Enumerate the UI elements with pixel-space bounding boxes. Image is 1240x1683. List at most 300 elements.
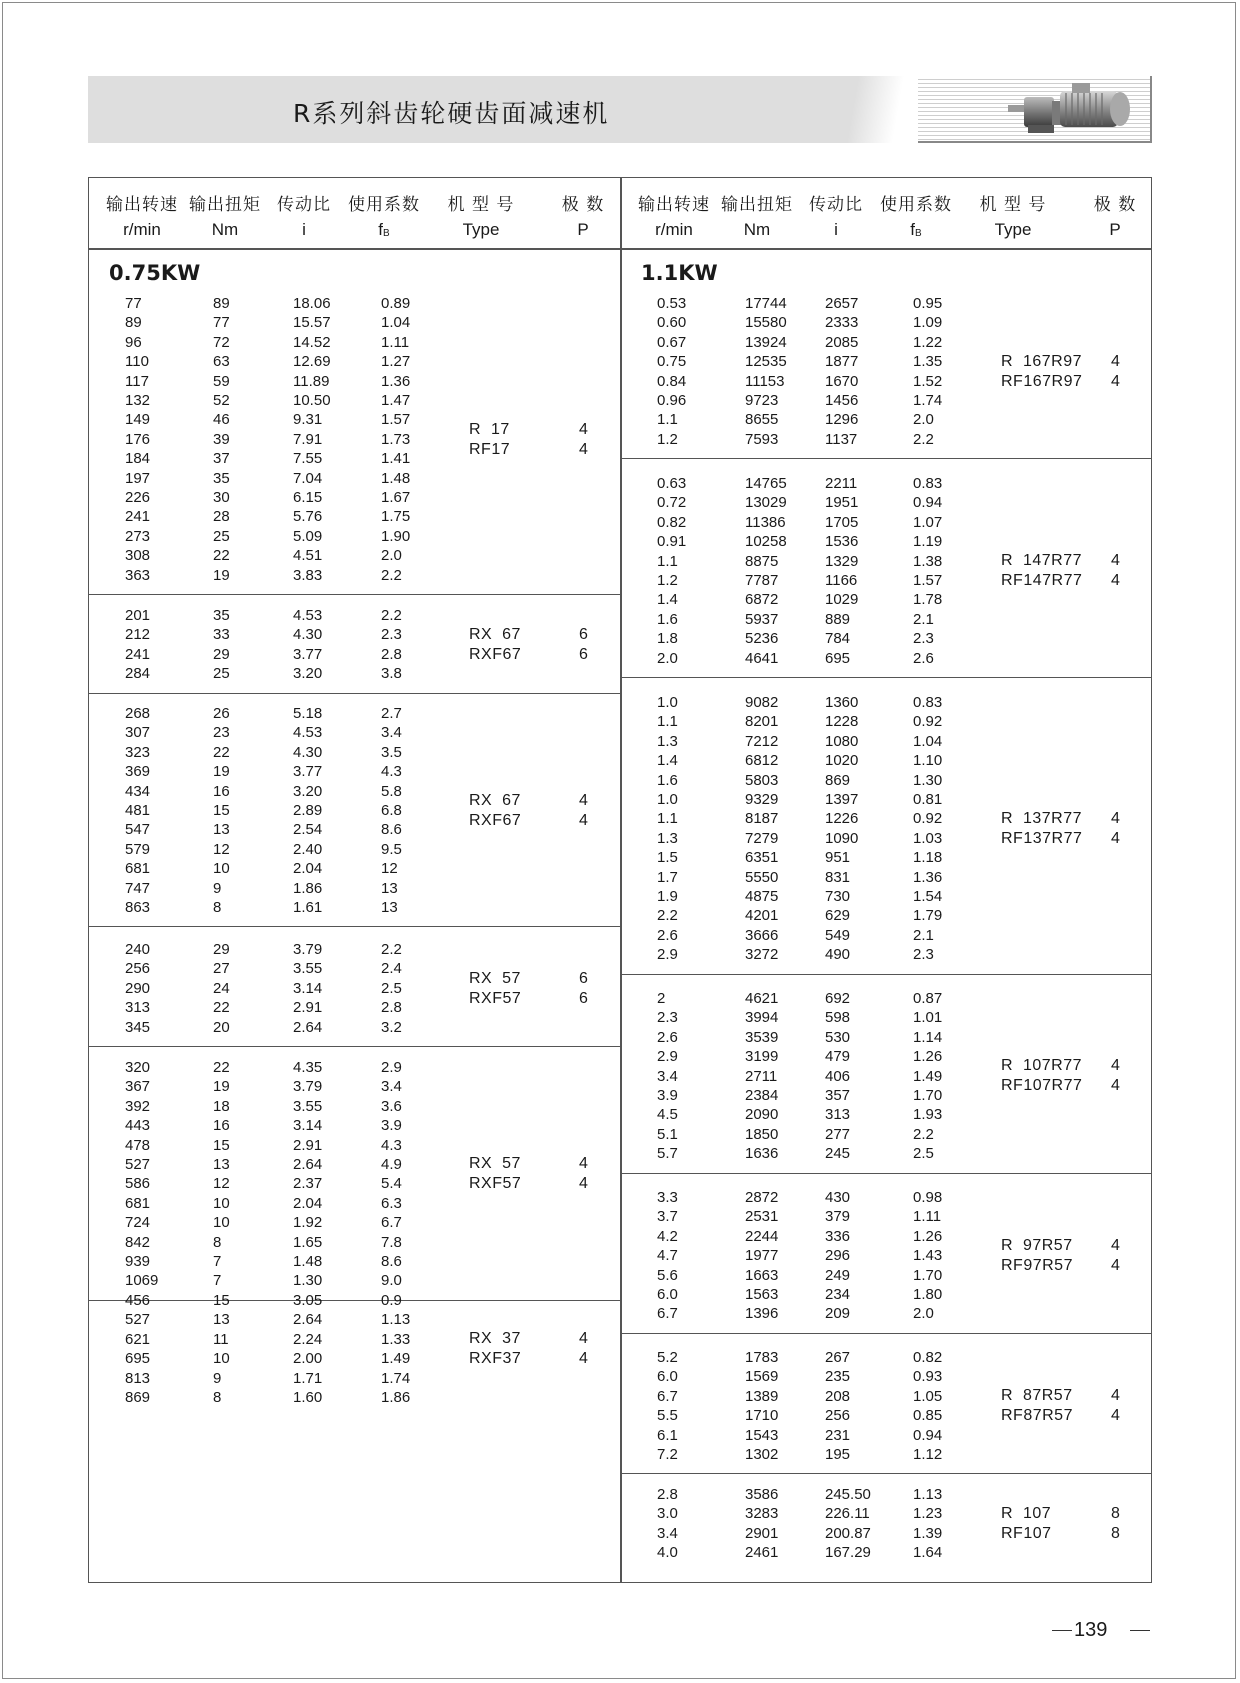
factor-cell: 9.0 <box>381 1272 402 1290</box>
torque-cell: 17744 <box>745 295 787 312</box>
ratio-cell: 226.11 <box>825 1505 870 1523</box>
ratio-cell: 1.30 <box>293 1272 323 1290</box>
pole-count: 4 <box>579 1155 588 1173</box>
factor-cell: 0.98 <box>913 1189 943 1206</box>
ratio-cell: 1.92 <box>293 1214 323 1232</box>
ratio-cell: 313 <box>825 1106 851 1124</box>
torque-cell: 35 <box>213 469 230 487</box>
pole-count: 4 <box>579 791 588 809</box>
factor-cell: 1.67 <box>381 489 411 506</box>
speed-cell: 869 <box>125 1389 151 1406</box>
factor-cell: 13 <box>381 899 398 916</box>
factor-cell: 1.26 <box>913 1048 943 1066</box>
speed-cell: 5.6 <box>657 1266 678 1284</box>
speed-cell: 4.0 <box>657 1544 678 1562</box>
torque-cell: 1636 <box>745 1145 779 1163</box>
pole-count: 4 <box>1111 552 1120 569</box>
speed-cell: 681 <box>125 1194 151 1212</box>
ratio-cell: 336 <box>825 1227 851 1245</box>
ratio-cell: 3.20 <box>293 782 323 800</box>
ratio-cell: 18.06 <box>293 295 331 312</box>
speed-cell: 1.2 <box>657 572 678 589</box>
pole-count: 4 <box>1111 829 1120 847</box>
torque-unit: Nm <box>211 220 239 239</box>
torque-cell: 6872 <box>745 591 779 609</box>
speed-cell: 2.3 <box>657 1009 678 1027</box>
ratio-cell: 3.14 <box>293 979 323 997</box>
factor-cell: 1.49 <box>913 1067 943 1085</box>
ratio-cell: 9.31 <box>293 411 323 429</box>
pole-count: 4 <box>1111 372 1120 390</box>
ratio-cell: 3.77 <box>293 763 323 781</box>
torque-cell: 9 <box>213 1369 222 1387</box>
ratio-cell: 2211 <box>825 475 858 492</box>
ratio-cell: 4.30 <box>293 626 323 644</box>
ratio-cell: 256 <box>825 1407 851 1425</box>
torque-cell: 15 <box>213 802 230 819</box>
factor-cell: 1.33 <box>381 1330 411 1348</box>
torque-cell: 10258 <box>745 533 787 551</box>
torque-cell: 11 <box>213 1330 229 1348</box>
speed-cell: 1.3 <box>657 732 678 750</box>
group-divider <box>89 594 620 595</box>
speed-cell: 0.84 <box>657 372 687 390</box>
speed-cell: 323 <box>125 743 151 761</box>
ratio-cell: 1228 <box>825 713 859 731</box>
speed-cell: 0.67 <box>657 333 687 351</box>
speed-cell: 4.5 <box>657 1106 678 1124</box>
factor-cell: 1.36 <box>381 372 411 390</box>
torque-cell: 28 <box>213 508 230 526</box>
pole-count: 4 <box>1111 1256 1120 1274</box>
torque-cell: 5803 <box>745 771 779 789</box>
factor-cell: 1.49 <box>381 1350 411 1368</box>
speed-cell: 695 <box>125 1350 151 1368</box>
ratio-cell: 277 <box>825 1125 851 1143</box>
pole-count: 4 <box>1111 1077 1120 1095</box>
factor-cell: 13 <box>381 879 398 897</box>
speed-cell: 5.1 <box>657 1125 678 1143</box>
speed-cell: 96 <box>125 333 142 351</box>
speed-cell: 4.7 <box>657 1247 678 1265</box>
model-type: RX 67 <box>469 791 521 809</box>
ratio-cell: 1226 <box>825 810 859 828</box>
factor-cell: 0.9 <box>381 1292 402 1309</box>
factor-cell: 2.0 <box>913 411 934 429</box>
factor-cell: 2.2 <box>913 430 934 448</box>
ratio-cell: 3.77 <box>293 645 323 663</box>
speed-cell: 110 <box>125 353 149 371</box>
torque-cell: 2244 <box>745 1227 779 1245</box>
type-unit: Type <box>994 220 1032 239</box>
factor-cell: 2.1 <box>913 610 934 628</box>
factor-cell: 0.85 <box>913 1407 943 1425</box>
speed-cell: 0.60 <box>657 314 687 332</box>
speed-header: 输出转速 <box>106 195 178 215</box>
ratio-cell: 3.14 <box>293 1117 323 1135</box>
torque-cell: 1977 <box>745 1247 779 1265</box>
speed-cell: 6.7 <box>657 1387 678 1405</box>
speed-cell: 527 <box>125 1311 151 1329</box>
factor-cell: 0.92 <box>913 810 943 828</box>
ratio-cell: 267 <box>825 1349 851 1366</box>
ratio-cell: 4.35 <box>293 1059 323 1076</box>
factor-cell: 1.39 <box>913 1524 943 1542</box>
torque-cell: 35 <box>213 607 230 624</box>
torque-cell: 2711 <box>745 1067 778 1085</box>
speed-cell: 842 <box>125 1233 151 1251</box>
torque-cell: 12 <box>213 840 230 858</box>
torque-cell: 15 <box>213 1136 230 1154</box>
ratio-cell: 5.09 <box>293 527 323 545</box>
speed-cell: 290 <box>125 979 151 997</box>
torque-cell: 1396 <box>745 1305 779 1323</box>
torque-cell: 7279 <box>745 829 779 847</box>
torque-cell: 1389 <box>745 1387 779 1405</box>
ratio-header: 传动比 <box>809 195 863 215</box>
pole-count: 4 <box>1111 1057 1120 1075</box>
torque-cell: 25 <box>213 527 230 545</box>
factor-cell: 0.87 <box>913 990 943 1007</box>
ratio-cell: 1.60 <box>293 1389 323 1406</box>
torque-cell: 4875 <box>745 888 779 905</box>
ratio-cell: 2.64 <box>293 1018 323 1036</box>
torque-cell: 13924 <box>745 333 787 351</box>
factor-cell: 1.13 <box>913 1486 943 1503</box>
torque-unit: Nm <box>743 220 771 239</box>
torque-cell: 15580 <box>745 314 787 332</box>
ratio-cell: 692 <box>825 990 851 1007</box>
factor-cell: 3.6 <box>381 1097 402 1115</box>
torque-cell: 22 <box>213 999 230 1017</box>
speed-cell: 367 <box>125 1078 151 1096</box>
speed-cell: 226 <box>125 489 151 506</box>
page-number-rule-right <box>1130 1630 1150 1631</box>
pole-header: 极 数 <box>1093 195 1137 215</box>
speed-cell: 478 <box>125 1136 151 1154</box>
ratio-cell: 1877 <box>825 353 859 371</box>
page-title: R系列斜齿轮硬齿面减速机 <box>293 99 610 128</box>
ratio-cell: 167.29 <box>825 1544 871 1562</box>
speed-cell: 363 <box>125 566 151 584</box>
torque-cell: 2872 <box>745 1189 779 1206</box>
header-band-fade <box>828 76 918 143</box>
torque-cell: 11153 <box>745 372 785 390</box>
speed-cell: 284 <box>125 665 151 683</box>
torque-cell: 9082 <box>745 694 779 711</box>
torque-cell: 1850 <box>745 1125 779 1143</box>
factor-cell: 2.9 <box>381 1059 402 1076</box>
torque-cell: 2901 <box>745 1524 779 1542</box>
ratio-cell: 11.89 <box>293 372 330 390</box>
factor-unit <box>343 220 425 240</box>
ratio-cell: 1670 <box>825 372 859 390</box>
torque-cell: 89 <box>213 295 230 312</box>
pole-count: 4 <box>579 1175 588 1193</box>
torque-cell: 1663 <box>745 1266 779 1284</box>
ratio-cell: 12.69 <box>293 353 331 371</box>
factor-cell: 1.22 <box>913 333 943 351</box>
pole-count: 4 <box>1111 352 1120 370</box>
factor-unit-letter: f <box>378 220 384 239</box>
group-divider <box>89 926 620 927</box>
model-type: R 137R77 <box>1001 809 1082 827</box>
speed-cell: 240 <box>125 941 151 958</box>
ratio-cell: 1.48 <box>293 1253 323 1270</box>
ratio-cell: 200.87 <box>825 1524 871 1542</box>
speed-cell: 197 <box>125 469 151 487</box>
ratio-cell: 3.79 <box>293 941 323 958</box>
ratio-cell: 3.55 <box>293 1097 323 1115</box>
ratio-cell: 1.86 <box>293 879 323 897</box>
speed-cell: 77 <box>125 295 142 312</box>
factor-header: 使用系数 <box>880 195 952 215</box>
factor-cell: 1.52 <box>913 372 943 390</box>
ratio-cell: 1020 <box>825 752 859 770</box>
torque-cell: 10 <box>213 860 230 878</box>
factor-cell: 8.6 <box>381 1253 402 1270</box>
speed-cell: 1.0 <box>657 791 678 808</box>
torque-cell: 9329 <box>745 791 779 808</box>
factor-cell: 1.07 <box>913 513 943 531</box>
ratio-cell: 2.00 <box>293 1350 323 1368</box>
torque-cell: 1302 <box>745 1446 779 1463</box>
ratio-cell: 1705 <box>825 513 859 531</box>
factor-cell: 1.09 <box>913 314 943 332</box>
pole-count: 4 <box>579 420 588 438</box>
ratio-cell: 2.54 <box>293 821 323 839</box>
group-divider <box>89 1300 620 1301</box>
torque-cell: 4641 <box>745 649 779 667</box>
speed-cell: 813 <box>125 1369 151 1387</box>
factor-cell: 3.9 <box>381 1117 402 1135</box>
torque-cell: 7 <box>213 1253 222 1270</box>
torque-cell: 29 <box>213 941 230 958</box>
ratio-cell: 4.53 <box>293 607 323 624</box>
ratio-cell: 2.40 <box>293 840 323 858</box>
speed-cell: 456 <box>125 1292 151 1309</box>
torque-cell: 8875 <box>745 552 779 570</box>
torque-cell: 52 <box>213 392 230 409</box>
speed-cell: 3.0 <box>657 1505 678 1523</box>
speed-cell: 724 <box>125 1214 151 1232</box>
ratio-cell: 6.15 <box>293 489 323 506</box>
torque-cell: 25 <box>213 665 230 683</box>
pole-count: 4 <box>1111 809 1120 827</box>
speed-cell: 1.1 <box>657 713 678 731</box>
group-divider <box>621 458 1152 459</box>
ratio-cell: 5.18 <box>293 705 323 722</box>
torque-cell: 6812 <box>745 752 779 770</box>
power-rating: 1.1KW <box>641 261 718 285</box>
torque-cell: 19 <box>213 1078 230 1096</box>
page-number-rule-left <box>1052 1630 1072 1631</box>
factor-cell: 2.2 <box>381 941 402 958</box>
factor-cell: 1.36 <box>913 868 943 886</box>
header-rule <box>89 248 1151 250</box>
speed-cell: 2.0 <box>657 649 678 667</box>
torque-cell: 46 <box>213 411 230 429</box>
gear-reducer-illustration <box>1006 81 1136 139</box>
model-type: R 107 <box>1001 1504 1052 1522</box>
factor-cell: 1.90 <box>381 527 411 545</box>
torque-cell: 2090 <box>745 1106 779 1124</box>
factor-cell: 1.03 <box>913 829 943 847</box>
factor-cell: 2.3 <box>913 946 934 964</box>
ratio-cell: 7.55 <box>293 450 323 468</box>
model-type: RF107R77 <box>1001 1077 1083 1095</box>
ratio-cell: 7.04 <box>293 469 323 487</box>
pole-count: 4 <box>579 1330 588 1348</box>
speed-cell: 586 <box>125 1175 151 1193</box>
pole-count: 4 <box>1111 1236 1120 1254</box>
factor-cell: 12 <box>381 860 398 878</box>
factor-cell: 1.35 <box>913 353 943 371</box>
factor-cell: 1.43 <box>913 1247 943 1265</box>
torque-cell: 13 <box>213 1156 230 1173</box>
torque-cell: 3272 <box>745 946 779 964</box>
ratio-cell: 1080 <box>825 732 859 750</box>
ratio-cell: 2.37 <box>293 1175 323 1193</box>
model-type: RF167R97 <box>1001 372 1083 390</box>
factor-cell: 1.93 <box>913 1106 943 1124</box>
factor-cell: 1.57 <box>381 411 411 429</box>
model-type: RX 67 <box>469 625 521 643</box>
pole-count: 4 <box>579 1350 588 1368</box>
speed-cell: 0.53 <box>657 295 687 312</box>
factor-cell: 0.93 <box>913 1368 943 1386</box>
factor-cell: 1.11 <box>381 333 410 351</box>
factor-cell: 1.41 <box>381 450 411 468</box>
model-type: RX 37 <box>469 1330 521 1348</box>
ratio-cell: 2.04 <box>293 860 323 878</box>
ratio-cell: 889 <box>825 610 851 628</box>
ratio-cell: 2085 <box>825 333 859 351</box>
ratio-cell: 1029 <box>825 591 859 609</box>
factor-cell: 1.79 <box>913 907 943 925</box>
model-type: R 97R57 <box>1001 1236 1073 1254</box>
factor-cell: 0.83 <box>913 475 943 492</box>
ratio-cell: 2.89 <box>293 802 323 819</box>
speed-cell: 4.2 <box>657 1227 678 1245</box>
torque-cell: 37 <box>213 450 230 468</box>
factor-cell: 2.0 <box>913 1305 934 1323</box>
torque-cell: 29 <box>213 645 230 663</box>
ratio-cell: 2.91 <box>293 1136 323 1154</box>
pole-count: 6 <box>579 645 588 663</box>
factor-cell: 1.13 <box>381 1311 411 1329</box>
speed-cell: 7.2 <box>657 1446 678 1463</box>
ratio-cell: 7.91 <box>293 430 323 448</box>
factor-cell: 1.38 <box>913 552 943 570</box>
ratio-cell: 235 <box>825 1368 851 1386</box>
speed-cell: 0.96 <box>657 392 687 409</box>
ratio-cell: 3.83 <box>293 566 323 584</box>
speed-cell: 1069 <box>125 1272 159 1290</box>
torque-cell: 13 <box>213 821 230 839</box>
torque-cell: 5550 <box>745 868 779 886</box>
torque-cell: 22 <box>213 743 230 761</box>
ratio-cell: 3.55 <box>293 960 323 978</box>
torque-cell: 4201 <box>745 907 779 925</box>
ratio-cell: 406 <box>825 1067 851 1085</box>
factor-cell: 2.2 <box>913 1125 934 1143</box>
model-type: R 147R77 <box>1001 552 1082 569</box>
pole-count: 4 <box>579 440 588 458</box>
speed-cell: 369 <box>125 763 151 781</box>
torque-cell: 39 <box>213 430 230 448</box>
factor-cell: 1.64 <box>913 1544 943 1562</box>
factor-cell: 1.14 <box>913 1028 943 1046</box>
ratio-cell: 479 <box>825 1048 851 1066</box>
speed-cell: 241 <box>125 645 151 663</box>
torque-cell: 7212 <box>745 732 779 750</box>
speed-cell: 184 <box>125 450 151 468</box>
factor-cell: 1.10 <box>913 752 943 770</box>
torque-cell: 10 <box>213 1350 230 1368</box>
speed-cell: 579 <box>125 840 151 858</box>
torque-cell: 3539 <box>745 1028 779 1046</box>
speed-unit: r/min <box>123 220 161 239</box>
model-type: R 107R77 <box>1001 1057 1082 1075</box>
factor-header: 使用系数 <box>348 195 420 215</box>
torque-cell: 33 <box>213 626 230 644</box>
speed-cell: 3.3 <box>657 1189 678 1206</box>
speed-cell: 443 <box>125 1117 151 1135</box>
torque-cell: 20 <box>213 1018 230 1036</box>
ratio-cell: 14.52 <box>293 333 331 351</box>
ratio-cell: 249 <box>825 1266 851 1284</box>
factor-cell: 2.4 <box>381 960 402 978</box>
model-type: R 167R97 <box>1001 352 1082 370</box>
torque-cell: 1563 <box>745 1286 779 1303</box>
speed-cell: 392 <box>125 1097 151 1115</box>
torque-cell: 23 <box>213 724 230 742</box>
speed-cell: 1.4 <box>657 591 678 609</box>
factor-cell: 4.9 <box>381 1156 402 1173</box>
ratio-cell: 231 <box>825 1426 851 1444</box>
speed-cell: 1.1 <box>657 411 678 429</box>
type-header: 机 型 号 <box>979 195 1047 215</box>
model-type: RF107 <box>1001 1524 1052 1542</box>
factor-cell: 1.30 <box>913 771 943 789</box>
ratio-cell: 1166 <box>825 572 858 589</box>
pole-count: 4 <box>1111 1387 1120 1405</box>
ratio-cell: 2.64 <box>293 1311 323 1329</box>
header-border <box>1150 76 1152 143</box>
header-border-bottom <box>918 141 1152 143</box>
torque-cell: 2384 <box>745 1087 779 1104</box>
factor-cell: 2.0 <box>381 547 402 565</box>
speed-cell: 2.9 <box>657 1048 678 1066</box>
factor-cell: 0.95 <box>913 295 943 312</box>
factor-cell: 2.2 <box>381 566 402 584</box>
ratio-cell: 598 <box>825 1009 851 1027</box>
speed-cell: 434 <box>125 782 151 800</box>
torque-cell: 7593 <box>745 430 779 448</box>
model-type: RX 57 <box>469 969 521 987</box>
factor-cell: 2.7 <box>381 705 402 722</box>
torque-cell: 1569 <box>745 1368 779 1386</box>
factor-cell: 1.04 <box>381 314 411 332</box>
torque-cell: 5236 <box>745 630 779 648</box>
factor-cell: 1.78 <box>913 591 943 609</box>
torque-cell: 1543 <box>745 1426 779 1444</box>
speed-cell: 3.9 <box>657 1087 678 1104</box>
torque-cell: 5937 <box>745 610 779 628</box>
factor-cell: 2.5 <box>381 979 402 997</box>
factor-cell: 0.92 <box>913 713 943 731</box>
